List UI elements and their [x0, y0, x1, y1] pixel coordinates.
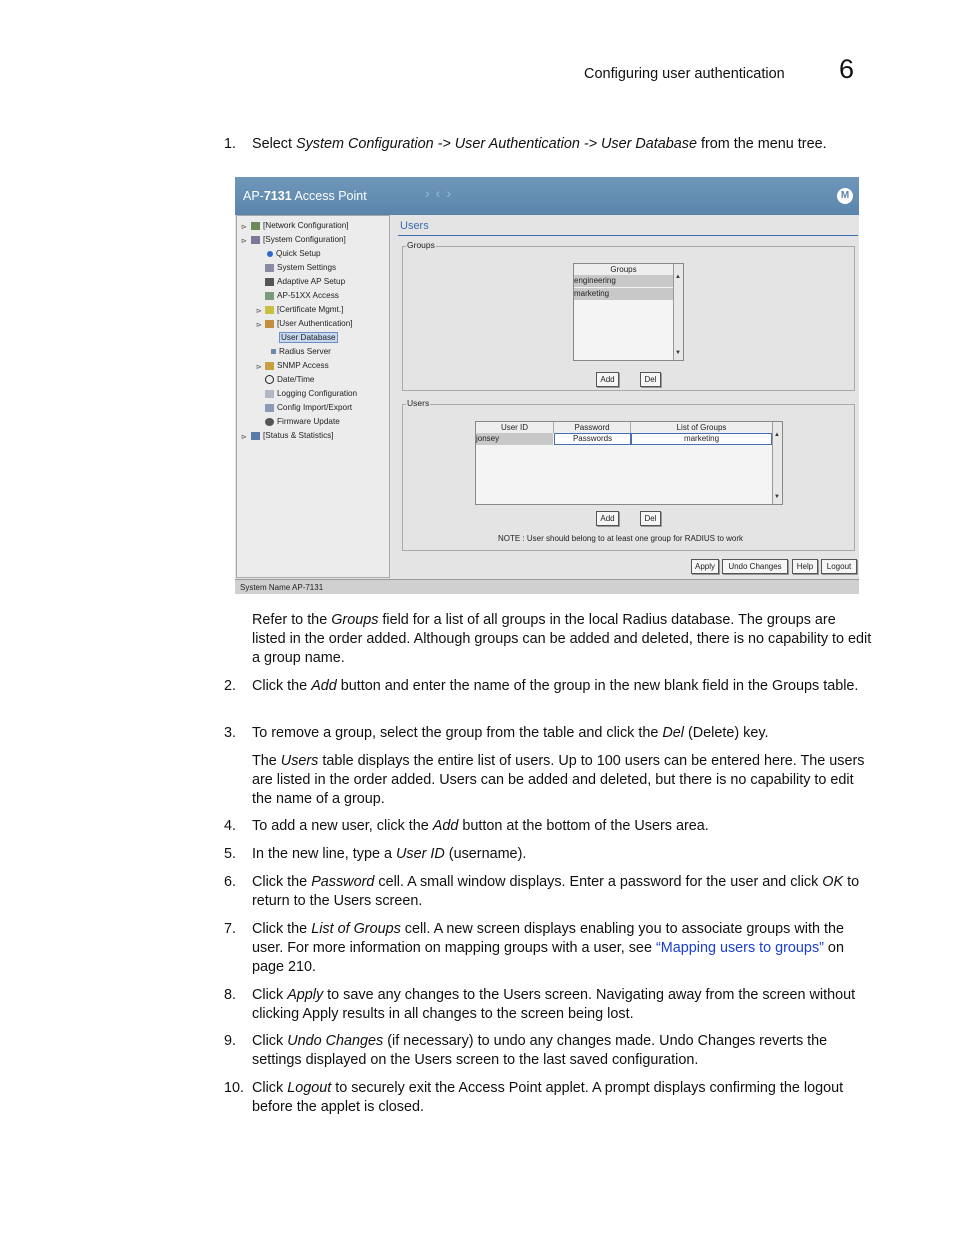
- list-of-groups-column-header[interactable]: List of Groups: [631, 422, 773, 433]
- app-title-bar: [235, 177, 859, 215]
- tree-item-network-configuration[interactable]: [Network Configuration]: [251, 221, 349, 230]
- password-cell[interactable]: Passwords: [554, 433, 631, 445]
- adaptive-ap-icon: [265, 278, 274, 286]
- expand-icon[interactable]: ⊳: [241, 434, 247, 441]
- step-1: [224, 135, 874, 154]
- step-number: 1.: [224, 136, 237, 152]
- tree-item-quick-setup[interactable]: Quick Setup: [267, 249, 321, 258]
- tree-item-radius-server[interactable]: Radius Server: [271, 347, 331, 356]
- help-button[interactable]: Help: [792, 559, 818, 574]
- expand-icon[interactable]: ⊳: [256, 364, 262, 371]
- user-id-column-header[interactable]: User ID: [476, 422, 554, 433]
- tree-item-snmp-access[interactable]: SNMP Access: [265, 361, 329, 370]
- status-bar: System Name AP-7131: [235, 579, 859, 594]
- users-scrollbar[interactable]: [772, 422, 782, 504]
- user-database-screenshot: [235, 177, 859, 594]
- table-row[interactable]: marketing: [574, 288, 673, 300]
- users-add-button[interactable]: Add: [596, 511, 619, 526]
- firmware-icon: [265, 418, 274, 426]
- apply-button[interactable]: Apply: [691, 559, 719, 574]
- users-section-label: Users: [407, 398, 430, 408]
- user-id-cell[interactable]: jonsey: [476, 433, 553, 445]
- system-icon: [251, 236, 260, 244]
- log-icon: [265, 390, 274, 398]
- page-title: Users: [400, 220, 429, 232]
- radius-note: NOTE : User should belong to at least one group for RADIUS to work: [498, 534, 744, 543]
- scroll-up-icon[interactable]: ▲: [675, 274, 681, 280]
- radius-icon: [271, 349, 276, 354]
- table-row[interactable]: engineering: [574, 275, 673, 287]
- collapse-icon[interactable]: ⊳: [256, 322, 262, 329]
- tree-item-certificate-mgmt[interactable]: [Certificate Mgmt.]: [265, 305, 343, 314]
- undo-changes-button[interactable]: Undo Changes: [722, 559, 788, 574]
- content-panel: [395, 215, 859, 576]
- access-icon: [265, 292, 274, 300]
- step-text: Select System Configuration -> User Authentication -> User Database from the menu tree.: [252, 136, 827, 152]
- statistics-icon: [251, 432, 260, 440]
- certificate-icon: [265, 306, 274, 314]
- groups-column-header[interactable]: Groups: [574, 264, 674, 275]
- password-column-header[interactable]: Password: [554, 422, 631, 433]
- mapping-users-link[interactable]: “Mapping users to groups”: [655, 940, 824, 956]
- import-export-icon: [265, 404, 274, 412]
- logout-button[interactable]: Logout: [821, 559, 857, 574]
- snmp-icon: [265, 362, 274, 370]
- chapter-number: 6: [839, 54, 855, 84]
- groups-section-label: Groups: [407, 240, 435, 250]
- network-icon: [251, 222, 260, 230]
- step-10: 10. Click Logout to securely exit the Access Point applet. A prompt displays confirming the logout before the applet is closed.: [224, 1080, 844, 1115]
- step-2: 2. Click the Add button and enter the name of the group in the new blank field in the Groups table.: [224, 678, 859, 694]
- tree-item-ap-51xx-access[interactable]: AP-51XX Access: [265, 291, 339, 300]
- users-description: The Users table displays the entire list of users. Up to 100 users can be entered here. The users are listed in the order added. Users can be added and deleted, but there is no capability to edit the name of a group.: [252, 753, 865, 807]
- user-auth-icon: [265, 320, 274, 328]
- step-8: 8. Click Apply to save any changes to the Users screen. Navigating away from the screen without clicking Apply results in all changes to the screen being lost.: [224, 987, 856, 1022]
- tree-item-date-time[interactable]: Date/Time: [265, 375, 314, 384]
- tree-item-user-database[interactable]: User Database: [281, 333, 336, 342]
- groups-section: [402, 240, 855, 391]
- scroll-down-icon[interactable]: ▼: [675, 350, 681, 356]
- motorola-logo-icon: M: [837, 188, 853, 204]
- expand-icon[interactable]: ⊳: [256, 308, 262, 315]
- groups-add-button[interactable]: Add: [596, 372, 619, 387]
- groups-scrollbar[interactable]: [673, 264, 683, 360]
- settings-icon: [265, 264, 274, 272]
- groups-table[interactable]: [573, 263, 684, 361]
- tree-item-system-configuration[interactable]: [System Configuration]: [251, 235, 346, 244]
- users-section: [402, 398, 855, 551]
- tree-item-system-settings[interactable]: System Settings: [265, 263, 336, 272]
- app-title: AP-7131 Access Point: [243, 189, 367, 203]
- running-header-title: Configuring user authentication: [584, 66, 785, 82]
- quick-setup-icon: [267, 251, 273, 257]
- step-7: 7. Click the List of Groups cell. A new screen displays enabling you to associate groups with the user. For more information on mapping groups with a user, see “Mapping users to groups” on page 210.: [224, 921, 844, 975]
- groups-description: Refer to the Groups field for a list of all groups in the local Radius database. The groups are listed in the order added. Although groups can be added and deleted, there is no capability to edit a group name.: [252, 612, 872, 666]
- tree-item-firmware-update[interactable]: Firmware Update: [265, 417, 340, 426]
- groups-del-button[interactable]: Del: [640, 372, 661, 387]
- tree-item-user-authentication[interactable]: [User Authentication]: [265, 319, 353, 328]
- users-table[interactable]: [475, 421, 783, 505]
- header-decoration: ›‹›: [425, 185, 457, 201]
- collapse-icon[interactable]: ⊳: [241, 238, 247, 245]
- step-3: 3. To remove a group, select the group from the table and click the Del (Delete) key.: [224, 725, 769, 741]
- step-9: 9. Click Undo Changes (if necessary) to undo any changes made. Undo Changes reverts the settings displayed on the Users screen to the last saved configuration.: [224, 1033, 828, 1068]
- title-divider: [398, 235, 858, 236]
- scroll-up-icon[interactable]: ▲: [774, 432, 780, 438]
- step-6: 6. Click the Password cell. A small window displays. Enter a password for the user and click OK to return to the Users screen.: [224, 874, 860, 909]
- expand-icon[interactable]: ⊳: [241, 224, 247, 231]
- step-5: 5. In the new line, type a User ID (username).: [224, 846, 527, 862]
- users-del-button[interactable]: Del: [640, 511, 661, 526]
- tree-item-status-statistics[interactable]: [Status & Statistics]: [251, 431, 334, 440]
- menu-tree: [236, 215, 390, 578]
- tree-item-logging-configuration[interactable]: Logging Configuration: [265, 389, 357, 398]
- step-4: 4. To add a new user, click the Add button at the bottom of the Users area.: [224, 818, 709, 834]
- scroll-down-icon[interactable]: ▼: [774, 494, 780, 500]
- list-of-groups-cell[interactable]: marketing: [631, 433, 772, 445]
- clock-icon: [265, 375, 274, 384]
- tree-item-adaptive-ap-setup[interactable]: Adaptive AP Setup: [265, 277, 345, 286]
- tree-item-config-import-export[interactable]: Config Import/Export: [265, 403, 352, 412]
